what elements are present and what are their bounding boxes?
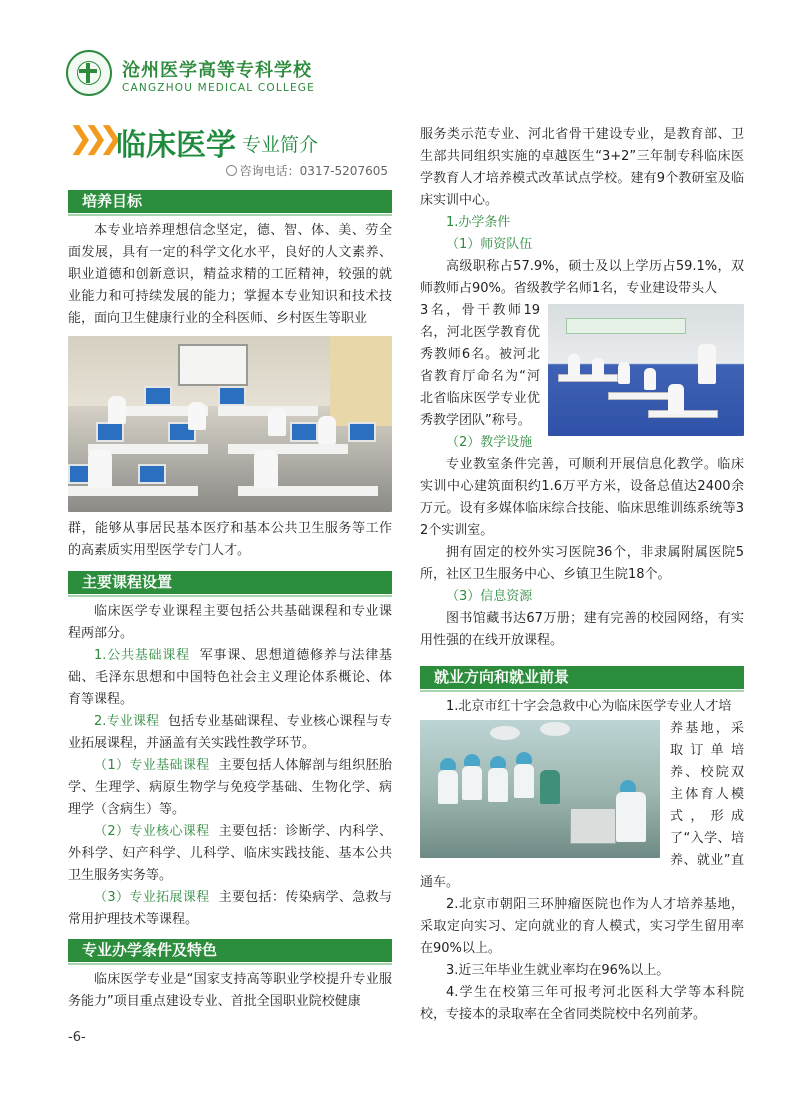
faculty-wrap-block [420, 300, 744, 432]
courses-basic-text: 主要包括人体解剖与组织胚胎学、生理学、病原生物学与免疫学基础、生物化学、病理学（含病生）等。 [68, 758, 392, 817]
facilities-heading-text: （2）教学设施 [446, 435, 533, 450]
facilities-paragraph-1: 专业教室条件完善，可顺利开展信息化教学。临床实训中心建筑面积约1.6万平方米，设备总值达2400余万元。设有多媒体临床综合技能、临床思维训练系统等32个实训室。 [420, 457, 744, 538]
section-heading-goal: 培养目标 [68, 190, 392, 213]
faculty-heading-text: （1）师资队伍 [446, 237, 533, 252]
faculty-heading [420, 234, 744, 256]
clinical-lab-photo [548, 304, 744, 436]
courses-public-basic-head: 1.公共基础课程 [94, 648, 190, 663]
courses-public-basic [68, 645, 392, 711]
courses-extension [68, 887, 392, 931]
employment-item-1-line: 1.北京市红十字会急救中心为临床医学专业人才培 [446, 699, 732, 714]
section-heading-features: 专业办学条件及特色 [68, 939, 392, 962]
operating-room-photo [420, 720, 660, 858]
chevron-right-icon: ❯❯❯ [68, 121, 114, 156]
conditions-heading [420, 212, 744, 234]
facilities-paragraph-2: 拥有固定的校外实习医院36个，非隶属附属医院5所，社区卫生服务中心、乡镇卫生院18个。 [420, 545, 744, 582]
section-heading-courses: 主要课程设置 [68, 571, 392, 594]
school-name-en: CANGZHOU MEDICAL COLLEGE [122, 82, 315, 94]
left-column [68, 118, 392, 1013]
right-column [420, 124, 744, 1026]
courses-intro: 临床医学专业课程主要包括公共基础课程和专业课程两部分。 [68, 604, 392, 641]
courses-basic [68, 755, 392, 821]
conditions-heading-text: 1.办学条件 [446, 215, 511, 230]
courses-core [68, 821, 392, 887]
features-paragraph-left: 临床医学专业是“国家支持高等职业学校提升专业服务能力”项目重点建设专业、首批全国职业院校健康 [68, 972, 392, 1009]
employment-item-2: 2.北京市朝阳三环肿瘤医院也作为人才培养基地，采取定向实习、定向就业的育人模式，实习学生留用率在90%以上。 [420, 897, 744, 956]
consult-phone [226, 162, 388, 179]
goal-paragraph-2: 群，能够从事居民基本医疗和基本公共卫生服务等工作的高素质实用型医学专门人才。 [68, 521, 392, 558]
page-title-row [68, 118, 392, 178]
faculty-paragraph-2: 3名，骨干教师19名，河北医学教育优秀教师6名。被河北省教育厅命名为“河北省临床医学专业优秀教学团队”称号。 [420, 303, 540, 428]
consult-phone-text: 咨询电话：0317-5207605 [239, 164, 388, 178]
courses-professional [68, 711, 392, 755]
courses-core-text: 主要包括：诊断学、内科学、外科学、妇产科学、儿科学、临床实践技能、基本公共卫生服务实务等。 [68, 824, 392, 883]
info-heading-text: （3）信息资源 [446, 589, 533, 604]
employment-item-1-wrap: 养基地，采取订单培养、校院双主体育人模式，形成了“入学、培养、就业”直通车。 [420, 721, 744, 890]
page-subtitle: 专业简介 [242, 134, 319, 156]
goal-paragraph-1: 本专业培养理想信念坚定，德、智、体、美、劳全面发展，具有一定的科学文化水平，良好的人文素养、职业道德和创新意识，精益求精的工匠精神，较强的就业能力和可持续发展的能力；掌握本专业知识和技术技能，面向卫生健康行业的全科医师、乡村医生等职业 [68, 223, 392, 326]
courses-extension-text: 主要包括：传染病学、急救与常用护理技术等课程。 [68, 890, 392, 927]
courses-extension-head: （3）专业拓展课程 [94, 890, 210, 905]
employment-wrap-block [420, 718, 744, 894]
classroom-photo [68, 336, 392, 512]
section-heading-employment: 就业方向和就业前景 [420, 666, 744, 689]
courses-basic-head: （1）专业基础课程 [94, 758, 210, 773]
info-paragraph: 图书馆藏书达67万册；建有完善的校园网络，有实用性强的在线开放课程。 [420, 611, 744, 648]
info-heading [420, 586, 744, 608]
courses-professional-head: 2.专业课程 [94, 714, 160, 729]
page-title: 临床医学 [116, 128, 236, 163]
courses-core-head: （2）专业核心课程 [94, 824, 210, 839]
school-logo [66, 50, 112, 96]
page-number: -6- [68, 1030, 86, 1045]
courses-public-basic-text: 军事课、思想道德修养与法律基础、毛泽东思想和中国特色社会主义理论体系概论、体育等课程。 [68, 648, 392, 707]
school-name-cn: 沧州医学高等专科学校 [122, 60, 312, 81]
employment-item-3: 3.近三年毕业生就业率均在96%以上。 [446, 963, 670, 978]
faculty-paragraph-1: 高级职称占57.9%，硕士及以上学历占59.1%，双师教师占90%。省级教学名师1名，专业建设带头人 [420, 259, 744, 296]
phone-icon [226, 165, 237, 176]
medical-cross-icon [83, 63, 93, 83]
courses-professional-text: 包括专业基础课程、专业核心课程与专业拓展课程，并涵盖有关实践性教学环节。 [68, 714, 392, 751]
features-paragraph-right: 服务类示范专业、河北省骨干建设专业，是教育部、卫生部共同组织实施的卓越医生“3+2”三年制专科临床医学教育人才培养模式改革试点学校。建有9个教研室及临床实训中心。 [420, 127, 744, 208]
employment-item-4: 4.学生在校第三年可报考河北医科大学等本科院校，专接本的录取率在全省同类院校中名列前茅。 [420, 985, 744, 1022]
